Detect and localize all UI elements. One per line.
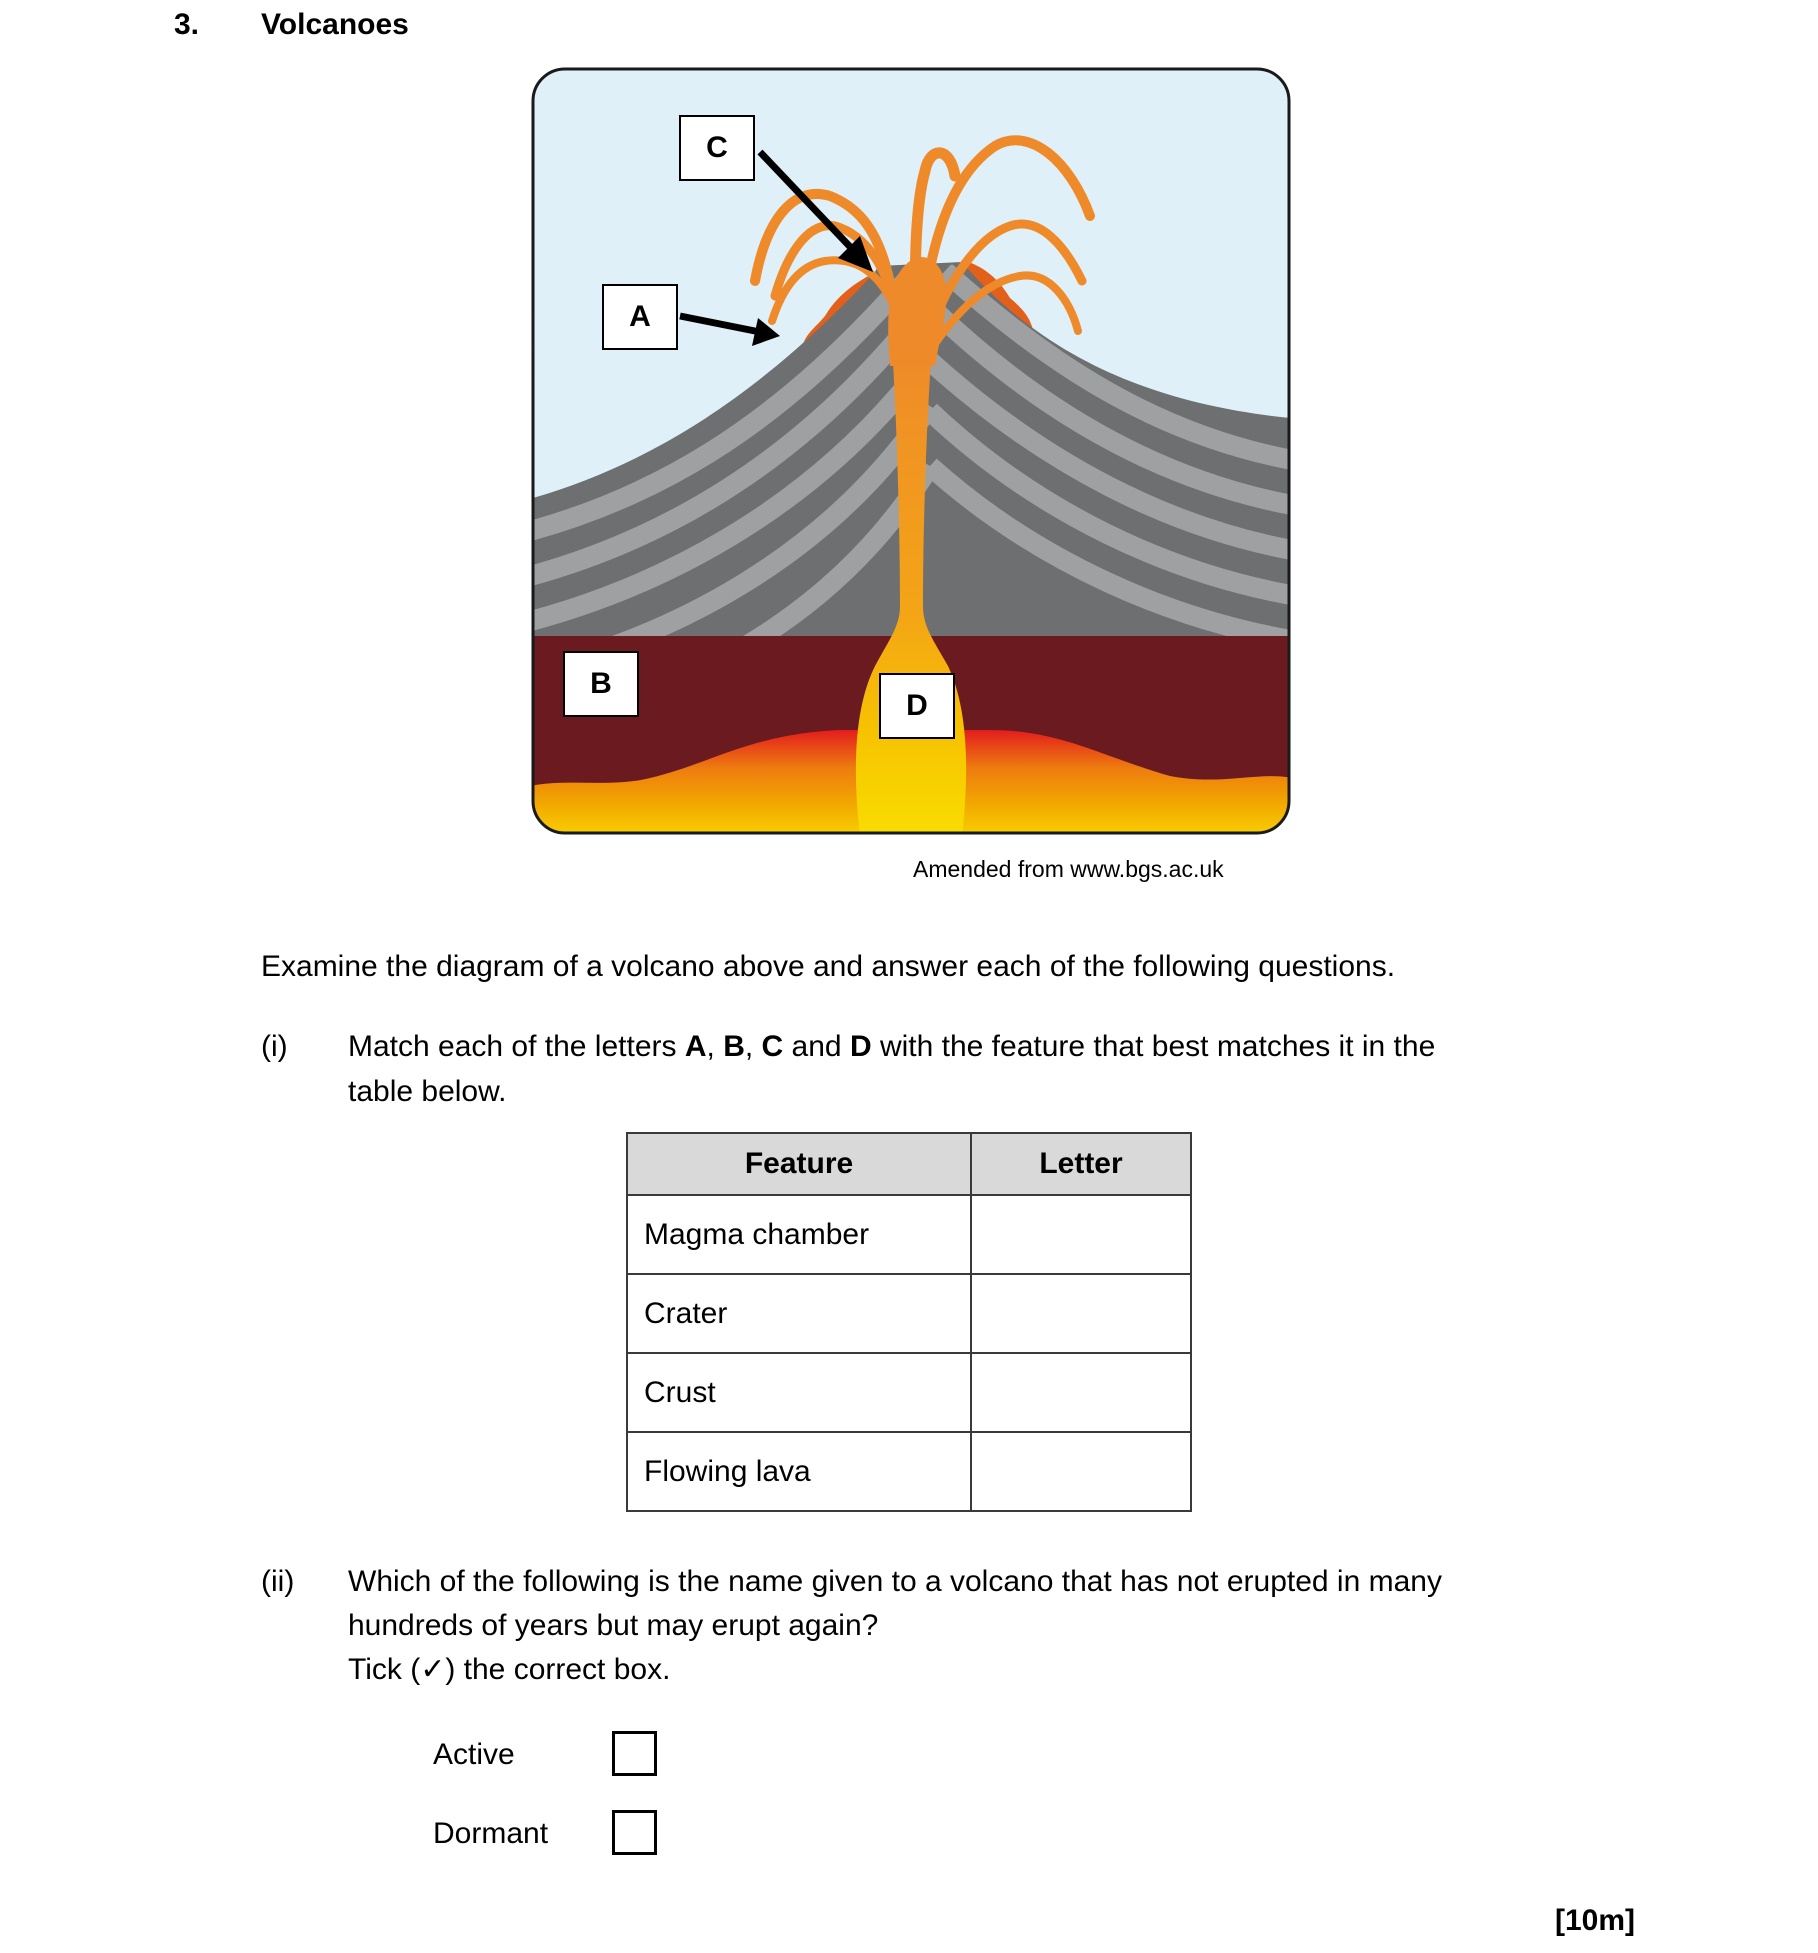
diagram-caption: Amended from www.bgs.ac.uk [913, 856, 1224, 882]
letter-answer-cell[interactable] [971, 1432, 1191, 1511]
intro-text: Examine the diagram of a volcano above and answer each of the following questions. [261, 950, 1396, 983]
label-d-text: D [906, 689, 928, 722]
feature-cell: Crust [627, 1353, 971, 1432]
option-dormant-checkbox[interactable] [612, 1810, 657, 1855]
label-c [679, 115, 755, 181]
part-i-number: (i) [261, 1030, 288, 1063]
label-a [602, 284, 678, 350]
header-letter: Letter [971, 1133, 1191, 1195]
sep-2: , [744, 1030, 762, 1063]
label-b [563, 651, 639, 717]
part-ii-line-2: hundreds of years but may erupt again? [348, 1609, 879, 1642]
table-row [627, 1195, 1191, 1274]
part-i-text-1: Match each of the letters [348, 1030, 685, 1063]
letter-answer-cell[interactable] [971, 1274, 1191, 1353]
table-row [627, 1432, 1191, 1511]
letter-answer-cell[interactable] [971, 1353, 1191, 1432]
part-ii-line-1: Which of the following is the name given to a volcano that has not erupted in many [348, 1565, 1442, 1598]
text-and: and [783, 1030, 850, 1063]
feature-letter-table [626, 1132, 1192, 1512]
marks-total: [10m] [1555, 1904, 1636, 1937]
letter-d-bold: D [849, 1030, 872, 1063]
table-row [627, 1353, 1191, 1432]
sep-1: , [706, 1030, 724, 1063]
volcano-diagram [530, 66, 1292, 836]
part-i-text [348, 1025, 1435, 1069]
question-number: 3. [174, 8, 200, 41]
feature-cell: Flowing lava [627, 1432, 971, 1511]
option-active-checkbox[interactable] [612, 1731, 657, 1776]
letter-answer-cell[interactable] [971, 1195, 1191, 1274]
letter-a-bold: A [684, 1030, 707, 1063]
part-i-text-3: table below. [348, 1075, 507, 1108]
part-ii-line-3: Tick (✓) the correct box. [348, 1653, 671, 1686]
label-b-text: B [590, 667, 612, 700]
feature-cell: Crater [627, 1274, 971, 1353]
table-header-row [627, 1133, 1191, 1195]
label-c-text: C [706, 131, 728, 164]
part-i-text-2: with the feature that best matches it in the [871, 1030, 1436, 1063]
feature-cell: Magma chamber [627, 1195, 971, 1274]
option-active-label: Active [433, 1738, 515, 1771]
part-ii-number: (ii) [261, 1565, 295, 1598]
table-row [627, 1274, 1191, 1353]
header-feature: Feature [627, 1133, 971, 1195]
question-title: Volcanoes [261, 8, 409, 41]
letter-b-bold: B [723, 1030, 745, 1063]
option-dormant-label: Dormant [433, 1817, 549, 1850]
label-a-text: A [629, 300, 651, 333]
letter-c-bold: C [761, 1030, 784, 1063]
label-d [879, 673, 955, 739]
